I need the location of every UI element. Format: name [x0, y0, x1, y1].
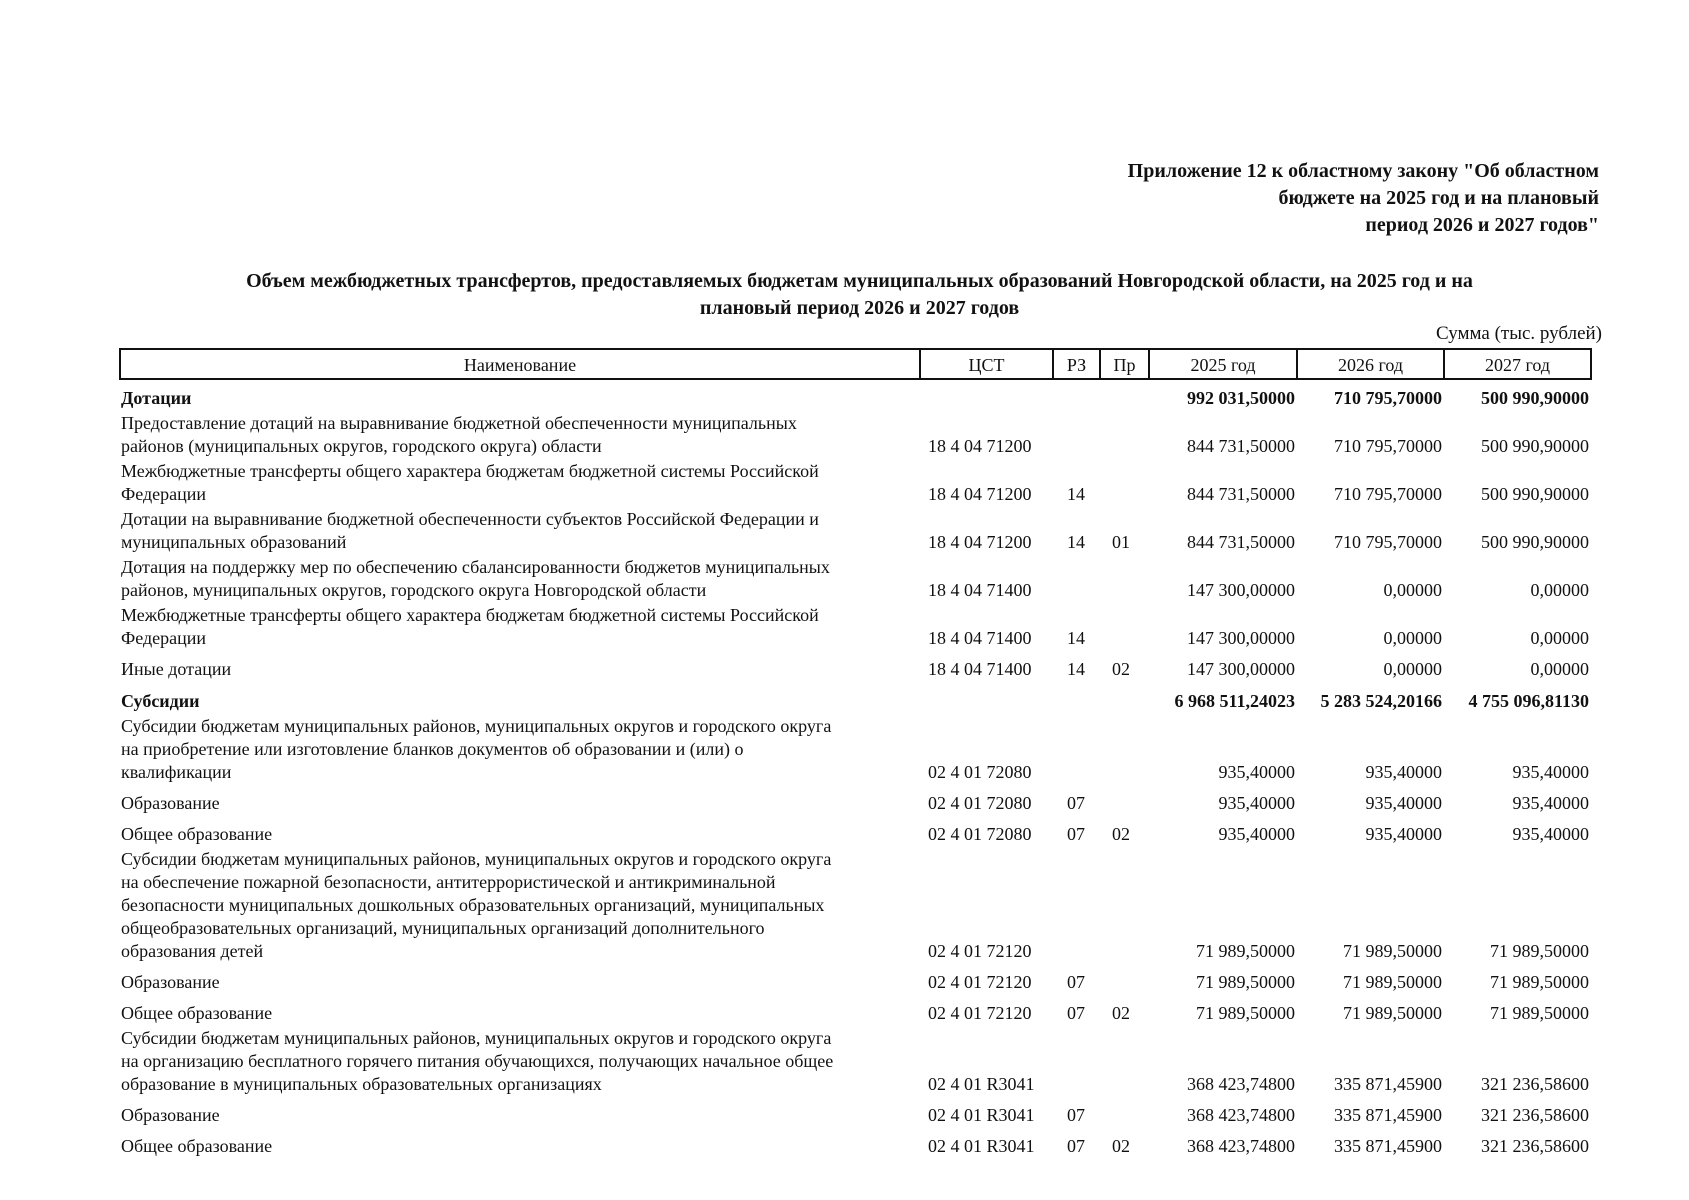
- name-line: Образование: [121, 1105, 220, 1125]
- name-line: на организацию бесплатного горячего питания обучающихся, получающих начальное общее: [121, 1051, 834, 1071]
- cell-pr: [1100, 1027, 1149, 1098]
- cell-2027: 321 236,58600: [1481, 1136, 1589, 1156]
- cell-rz: 07: [1067, 1003, 1085, 1023]
- cell-2026: 710 795,70000: [1334, 532, 1442, 552]
- cell-2025: 844 731,50000: [1187, 436, 1295, 456]
- cell-2027: 0,00000: [1530, 580, 1589, 600]
- cell-name: [120, 996, 920, 1027]
- cell-name: [120, 1098, 920, 1129]
- cell-rz: [1053, 1027, 1100, 1098]
- cell-2026: 0,00000: [1383, 659, 1442, 679]
- header-row: [120, 349, 1591, 379]
- cell-cst: 02 4 01 R3041: [928, 1105, 1035, 1125]
- header-cst: ЦСТ: [920, 349, 1053, 379]
- cell-pr: [1100, 965, 1149, 996]
- header-rz: РЗ: [1053, 349, 1100, 379]
- cell-cst: [920, 379, 1053, 412]
- table-row: [120, 817, 1591, 848]
- cell-name: [120, 1129, 920, 1160]
- cell-2027: 321 236,58600: [1481, 1074, 1589, 1094]
- cell-2025: 368 423,74800: [1187, 1074, 1295, 1094]
- cell-rz: 07: [1067, 972, 1085, 992]
- cell-pr: 02: [1112, 824, 1130, 844]
- name-line: Образование: [121, 793, 220, 813]
- cell-2025: 71 989,50000: [1196, 1003, 1295, 1023]
- name-line: муниципальных образований: [121, 532, 347, 552]
- cell-name: [120, 412, 920, 460]
- name-line: Общее образование: [121, 824, 273, 844]
- cell-2027: 0,00000: [1530, 628, 1589, 648]
- cell-2027: 500 990,90000: [1481, 436, 1589, 456]
- cell-2026: 5 283 524,20166: [1320, 691, 1442, 711]
- cell-cst: [920, 683, 1053, 715]
- name-line: районов (муниципальных округов, городского округа) области: [121, 436, 602, 456]
- cell-cst: 02 4 01 72120: [928, 972, 1032, 992]
- section-row: [120, 379, 1591, 412]
- cell-2027: 935,40000: [1512, 793, 1589, 813]
- cell-2025: 992 031,50000: [1187, 388, 1295, 408]
- cell-name: [120, 683, 920, 715]
- cell-2026: 335 871,45900: [1334, 1136, 1442, 1156]
- cell-rz: 07: [1067, 824, 1085, 844]
- cell-pr: [1100, 786, 1149, 817]
- cell-2025: 368 423,74800: [1187, 1105, 1295, 1125]
- header-2026: 2026 год: [1297, 349, 1444, 379]
- cell-cst: 02 4 01 72080: [928, 824, 1032, 844]
- name-line: образование в муниципальных образовательных организациях: [121, 1074, 602, 1094]
- cell-2025: 935,40000: [1218, 824, 1295, 844]
- cell-2026: 71 989,50000: [1343, 972, 1442, 992]
- cell-cst: 18 4 04 71200: [928, 436, 1032, 456]
- table-row: [120, 996, 1591, 1027]
- cell-rz: 14: [1067, 532, 1085, 552]
- cell-rz: [1053, 715, 1100, 786]
- cell-name: [120, 508, 920, 556]
- cell-2025: 6 968 511,24023: [1174, 691, 1295, 711]
- cell-name: [120, 1027, 920, 1098]
- cell-rz: 14: [1067, 659, 1085, 679]
- cell-pr: [1100, 460, 1149, 508]
- cell-2026: 935,40000: [1365, 762, 1442, 782]
- cell-name: [120, 556, 920, 604]
- cell-2026: 0,00000: [1383, 580, 1442, 600]
- header-2025: 2025 год: [1149, 349, 1297, 379]
- cell-name: [120, 604, 920, 652]
- cell-2025: 368 423,74800: [1187, 1136, 1295, 1156]
- table-row: [120, 508, 1591, 556]
- cell-name: [120, 817, 920, 848]
- table-row: [120, 786, 1591, 817]
- cell-2027: 71 989,50000: [1490, 972, 1589, 992]
- cell-pr: 02: [1112, 1136, 1130, 1156]
- cell-pr: 02: [1112, 659, 1130, 679]
- table-row: [120, 460, 1591, 508]
- cell-pr: 01: [1112, 532, 1130, 552]
- cell-2027: 500 990,90000: [1481, 532, 1589, 552]
- cell-2026: 710 795,70000: [1334, 484, 1442, 504]
- name-line: безопасности муниципальных дошкольных образовательных организаций, муниципальных: [121, 895, 825, 915]
- cell-2026: 71 989,50000: [1343, 1003, 1442, 1023]
- table-body: [120, 379, 1591, 1160]
- cell-pr: [1100, 556, 1149, 604]
- title-line: плановый период 2026 и 2027 годов: [699, 297, 1020, 319]
- cell-cst: 02 4 01 R3041: [928, 1136, 1035, 1156]
- name-line: на обеспечение пожарной безопасности, антитеррористической и антикриминальной: [121, 872, 776, 892]
- name-line: Дотации: [121, 388, 192, 408]
- cell-rz: [1053, 379, 1100, 412]
- cell-2025: 935,40000: [1218, 793, 1295, 813]
- cell-2027: 500 990,90000: [1481, 388, 1589, 408]
- cell-2027: 71 989,50000: [1490, 1003, 1589, 1023]
- appendix-line: период 2026 и 2027 годов": [1365, 214, 1599, 236]
- cell-cst: 02 4 01 72080: [928, 793, 1032, 813]
- table-row: [120, 715, 1591, 786]
- name-line: Субсидии бюджетам муниципальных районов, муниципальных округов и городского округа: [121, 849, 832, 869]
- cell-2027: 935,40000: [1512, 762, 1589, 782]
- name-line: квалификации: [121, 762, 232, 782]
- table-header: [120, 349, 1591, 379]
- name-line: Субсидии бюджетам муниципальных районов, муниципальных округов и городского округа: [121, 1028, 832, 1048]
- cell-2026: 710 795,70000: [1334, 388, 1442, 408]
- name-line: Межбюджетные трансферты общего характера бюджетам бюджетной системы Российской: [121, 605, 819, 625]
- cell-2025: 844 731,50000: [1187, 484, 1295, 504]
- cell-2027: 0,00000: [1530, 659, 1589, 679]
- cell-2026: 0,00000: [1383, 628, 1442, 648]
- cell-rz: 07: [1067, 1105, 1085, 1125]
- cell-rz: [1053, 683, 1100, 715]
- cell-cst: 18 4 04 71400: [928, 628, 1032, 648]
- cell-2025: 147 300,00000: [1187, 659, 1295, 679]
- transfers-table: [119, 348, 1592, 1160]
- cell-rz: 14: [1067, 628, 1085, 648]
- table-row: [120, 652, 1591, 683]
- table-row: [120, 1129, 1591, 1160]
- cell-name: [120, 965, 920, 996]
- cell-2025: 844 731,50000: [1187, 532, 1295, 552]
- cell-2025: 935,40000: [1218, 762, 1295, 782]
- cell-pr: [1100, 412, 1149, 460]
- table-row: [120, 412, 1591, 460]
- cell-rz: [1053, 556, 1100, 604]
- table-row: [120, 556, 1591, 604]
- cell-name: [120, 652, 920, 683]
- name-line: Дотация на поддержку мер по обеспечению сбалансированности бюджетов муниципальных: [121, 557, 830, 577]
- cell-name: [120, 715, 920, 786]
- cell-2027: 4 755 096,81130: [1468, 691, 1589, 711]
- cell-2027: 321 236,58600: [1481, 1105, 1589, 1125]
- cell-pr: [1100, 683, 1149, 715]
- table-row: [120, 1027, 1591, 1098]
- cell-rz: [1053, 848, 1100, 965]
- appendix-line: бюджете на 2025 год и на плановый: [1278, 187, 1599, 209]
- cell-2025: 147 300,00000: [1187, 628, 1295, 648]
- cell-pr: 02: [1112, 1003, 1130, 1023]
- table-row: [120, 848, 1591, 965]
- cell-name: [120, 460, 920, 508]
- cell-pr: [1100, 715, 1149, 786]
- units-note: Сумма (тыс. рублей): [1436, 323, 1602, 344]
- cell-2027: 500 990,90000: [1481, 484, 1589, 504]
- cell-2026: 710 795,70000: [1334, 436, 1442, 456]
- header-name: Наименование: [120, 349, 920, 379]
- cell-2027: 71 989,50000: [1490, 941, 1589, 961]
- name-line: Образование: [121, 972, 220, 992]
- name-line: на приобретение или изготовление бланков документов об образовании и (или) о: [121, 739, 744, 759]
- cell-2026: 71 989,50000: [1343, 941, 1442, 961]
- cell-pr: [1100, 1098, 1149, 1129]
- cell-cst: 02 4 01 72080: [928, 762, 1032, 782]
- name-line: образования детей: [121, 941, 264, 961]
- table-row: [120, 604, 1591, 652]
- section-row: [120, 683, 1591, 715]
- name-line: Иные дотации: [121, 659, 232, 679]
- cell-rz: [1053, 412, 1100, 460]
- name-line: Субсидии: [121, 691, 200, 711]
- cell-rz: 07: [1067, 1136, 1085, 1156]
- name-line: Предоставление дотаций на выравнивание бюджетной обеспеченности муниципальных: [121, 413, 797, 433]
- cell-pr: [1100, 379, 1149, 412]
- cell-2027: 935,40000: [1512, 824, 1589, 844]
- cell-cst: 18 4 04 71400: [928, 659, 1032, 679]
- cell-2026: 935,40000: [1365, 793, 1442, 813]
- cell-2026: 335 871,45900: [1334, 1105, 1442, 1125]
- name-line: Общее образование: [121, 1003, 273, 1023]
- table-row: [120, 965, 1591, 996]
- appendix-note: [1039, 158, 1599, 239]
- cell-2025: 147 300,00000: [1187, 580, 1295, 600]
- name-line: Общее образование: [121, 1136, 273, 1156]
- cell-cst: 18 4 04 71200: [928, 484, 1032, 504]
- header-2027: 2027 год: [1444, 349, 1591, 379]
- cell-pr: [1100, 604, 1149, 652]
- cell-cst: 18 4 04 71200: [928, 532, 1032, 552]
- cell-cst: 02 4 01 R3041: [928, 1074, 1035, 1094]
- cell-cst: 02 4 01 72120: [928, 1003, 1032, 1023]
- cell-cst: 02 4 01 72120: [928, 941, 1032, 961]
- name-line: Федерации: [121, 628, 207, 648]
- name-line: Межбюджетные трансферты общего характера бюджетам бюджетной системы Российской: [121, 461, 819, 481]
- cell-name: [120, 379, 920, 412]
- cell-rz: 07: [1067, 793, 1085, 813]
- table-row: [120, 1098, 1591, 1129]
- cell-pr: [1100, 848, 1149, 965]
- header-pr: Пр: [1100, 349, 1149, 379]
- name-line: Федерации: [121, 484, 207, 504]
- appendix-line: Приложение 12 к областному закону "Об областном: [1127, 160, 1599, 182]
- name-line: Дотации на выравнивание бюджетной обеспеченности субъектов Российской Федерации и: [121, 509, 819, 529]
- cell-cst: 18 4 04 71400: [928, 580, 1032, 600]
- document-title: [120, 268, 1599, 322]
- title-line: Объем межбюджетных трансфертов, предоставляемых бюджетам муниципальных образований Новгородской области, на 2025 год и на: [246, 270, 1473, 292]
- name-line: Субсидии бюджетам муниципальных районов, муниципальных округов и городского округа: [121, 716, 832, 736]
- cell-2026: 935,40000: [1365, 824, 1442, 844]
- cell-2025: 71 989,50000: [1196, 941, 1295, 961]
- cell-rz: 14: [1067, 484, 1085, 504]
- cell-2026: 335 871,45900: [1334, 1074, 1442, 1094]
- cell-2025: 71 989,50000: [1196, 972, 1295, 992]
- name-line: общеобразовательных организаций, муниципальных организаций дополнительного: [121, 918, 765, 938]
- cell-name: [120, 786, 920, 817]
- name-line: районов, муниципальных округов, городского округа Новгородской области: [121, 580, 707, 600]
- cell-name: [120, 848, 920, 965]
